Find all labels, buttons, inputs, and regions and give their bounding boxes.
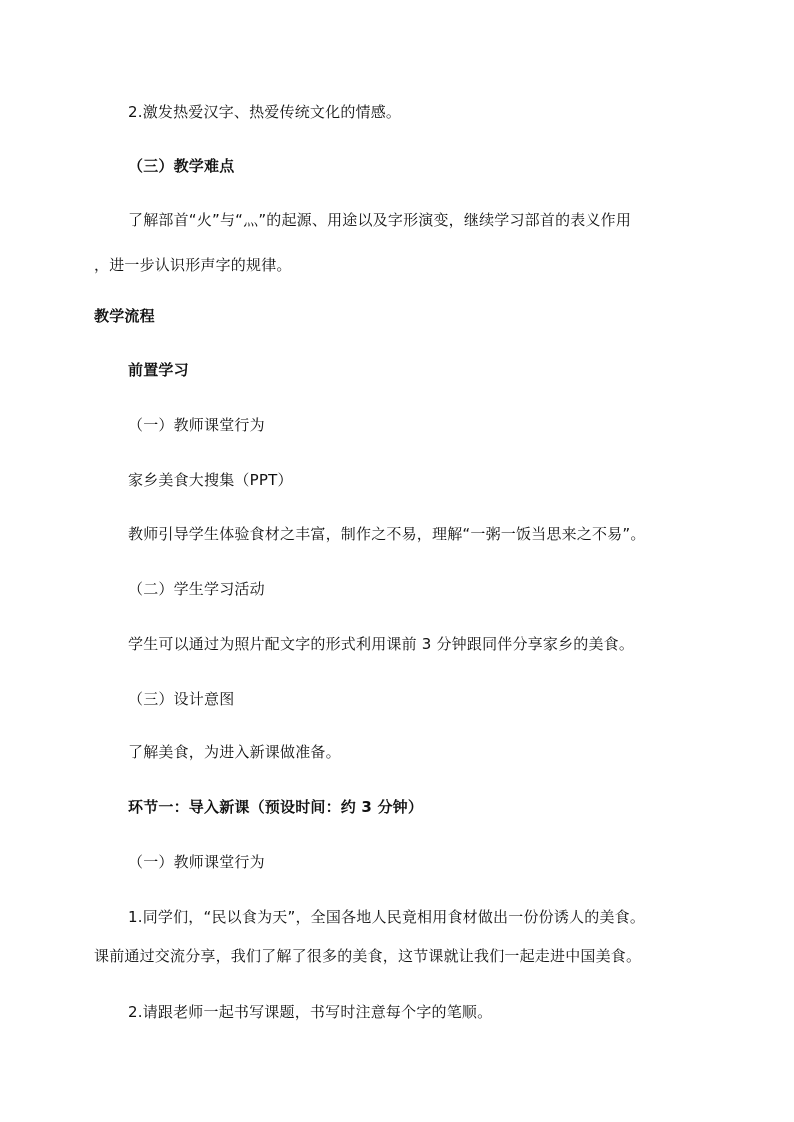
difficulty-text-line-1: 了解部首“火”与“灬”的起源、用途以及字形演变，继续学习部首的表义作用	[128, 211, 632, 229]
pre-teacher-text: 教师引导学生体验食材之丰富，制作之不易，理解“一粥一饭当思来之不易”。	[128, 525, 646, 543]
pre-teacher-item: 家乡美食大搜集（PPT）	[128, 471, 293, 489]
pre-student-text: 学生可以通过为照片配文字的形式利用课前 3 分钟跟同伴分享家乡的美食。	[128, 635, 635, 653]
step1-item1-line-2: 课前通过交流分享，我们了解了很多的美食，这节课就让我们一起走进中国美食。	[94, 947, 642, 965]
pre-study-heading: 前置学习	[128, 361, 189, 379]
difficulty-heading: （三）教学难点	[128, 157, 235, 175]
pre-teacher-heading: （一）教师课堂行为	[128, 416, 265, 434]
teaching-goal-2: 2.激发热爱汉字、热爱传统文化的情感。	[128, 103, 402, 121]
step1-teacher-heading: （一）教师课堂行为	[128, 853, 265, 871]
step1-item2: 2.请跟老师一起书写课题，书写时注意每个字的笔顺。	[128, 1003, 493, 1021]
step1-heading: 环节一：导入新课（预设时间：约 3 分钟）	[128, 798, 424, 816]
step1-item1-line-1: 1.同学们，“民以食为天”，全国各地人民竟相用食材做出一份份诱人的美食。	[128, 908, 646, 926]
difficulty-text-line-2: ，进一步认识形声字的规律。	[94, 256, 292, 274]
pre-intent-text: 了解美食，为进入新课做准备。	[128, 743, 341, 761]
pre-intent-heading: （三）设计意图	[128, 690, 235, 708]
pre-student-heading: （二）学生学习活动	[128, 580, 265, 598]
flow-heading: 教学流程	[94, 307, 155, 325]
